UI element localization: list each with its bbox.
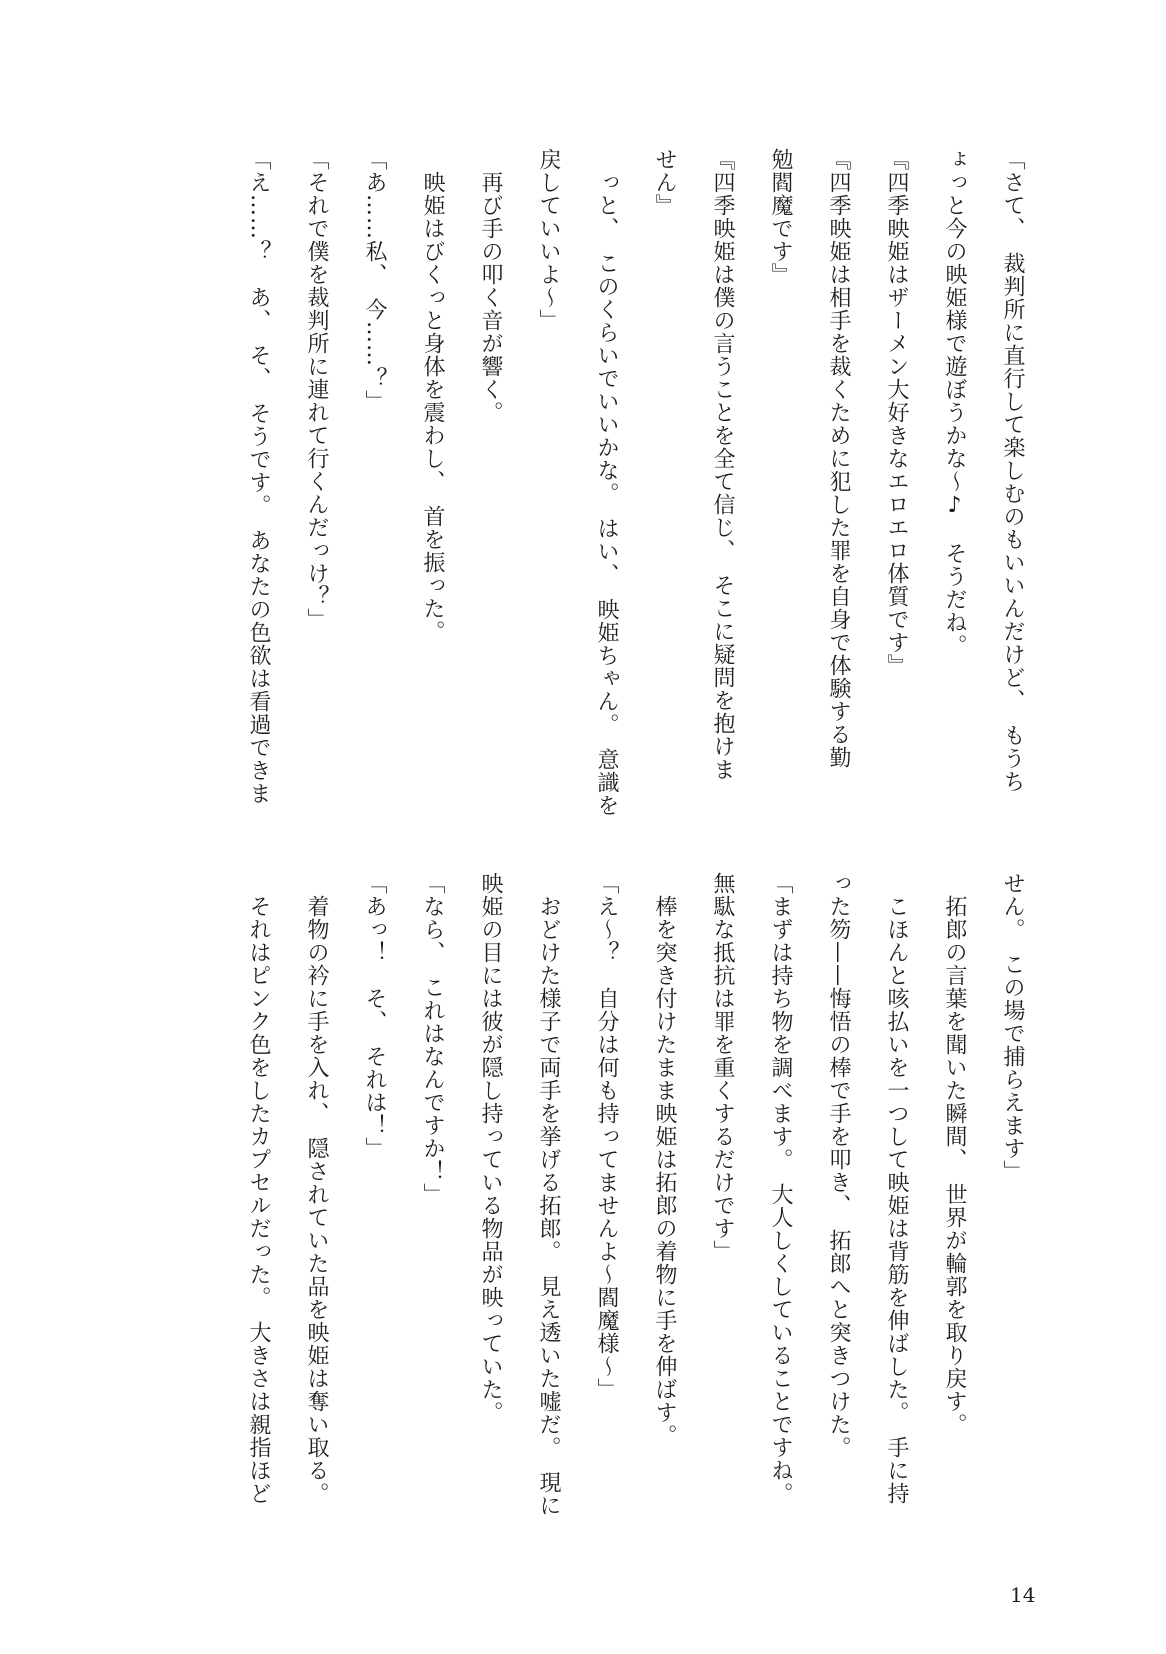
- text-column: 『四季映姫はザーメン大好きなエロエロ体質です』: [884, 148, 909, 677]
- text-column: おどけた様子で両手を挙げる拓郎。 見え透いた嘘だ。 現に: [536, 872, 561, 1517]
- text-column: 無駄な抵抗は罪を重くするだけです」: [710, 872, 735, 1263]
- text-column: っと、 このくらいでいいかな。 はい、 映姫ちゃん。 意識を: [594, 148, 619, 817]
- text-column: った笏——悔悟の棒で手を叩き、 拓郎へと突きつけた。: [826, 872, 851, 1459]
- text-column: 「それで僕を裁判所に連れて行くんだっけ？」: [304, 148, 329, 631]
- text-column: 「え……？ あ、 そ、 そうです。 あなたの色欲は看過できま: [246, 148, 271, 805]
- text-column: 着物の衿に手を入れ、 隠されていた品を映姫は奪い取る。: [304, 872, 329, 1505]
- text-column: 『四季映姫は相手を裁くために犯した罪を自身で体験する勤: [826, 148, 851, 769]
- text-column: 「さて、 裁判所に直行して楽しむのもいいんだけど、 もうち: [1000, 148, 1025, 793]
- text-column: 『四季映姫は僕の言うことを全て信じ、 そこに疑問を抱けま: [710, 148, 735, 781]
- text-column: それはピンク色をしたカプセルだった。 大きさは親指ほど: [246, 872, 271, 1505]
- text-column: 「なら、 これはなんですか！」: [420, 872, 445, 1206]
- text-column: 「あっ！ そ、 それは！」: [362, 872, 387, 1160]
- text-column: 映姫の目には彼が隠し持っている物品が映っていた。: [478, 872, 503, 1424]
- text-column: 拓郎の言葉を聞いた瞬間、 世界が輪郭を取り戻す。: [942, 872, 967, 1436]
- text-block-top: [229, 148, 1041, 828]
- text-column: 「まずは持ち物を調べます。 大人しくしていることですね。: [768, 872, 793, 1505]
- text-column: 戻していいよ～」: [536, 148, 561, 332]
- text-column: 映姫はびくっと身体を震わし、 首を振った。: [420, 148, 445, 643]
- text-column: こほんと咳払いを一つして映姫は背筋を伸ばした。 手に持: [884, 872, 909, 1505]
- text-column: 「え～？ 自分は何も持ってませんよ～閻魔様～」: [594, 872, 619, 1401]
- text-column: 「あ……私、 今……？」: [362, 148, 387, 413]
- page-number: 14: [1010, 1583, 1036, 1607]
- text-block-bottom: [229, 872, 1041, 1552]
- text-column: せん。 この場で捕らえます」: [1000, 872, 1025, 1183]
- text-column: 勉閻魔です』: [768, 148, 793, 286]
- text-column: 棒を突き付けたまま映姫は拓郎の着物に手を伸ばす。: [652, 872, 677, 1447]
- text-column: 再び手の叩く音が響く。: [478, 148, 503, 424]
- text-column: せん』: [652, 148, 677, 217]
- text-column: ょっと今の映姫様で遊ぼうかな～♪ そうだね。: [942, 148, 967, 657]
